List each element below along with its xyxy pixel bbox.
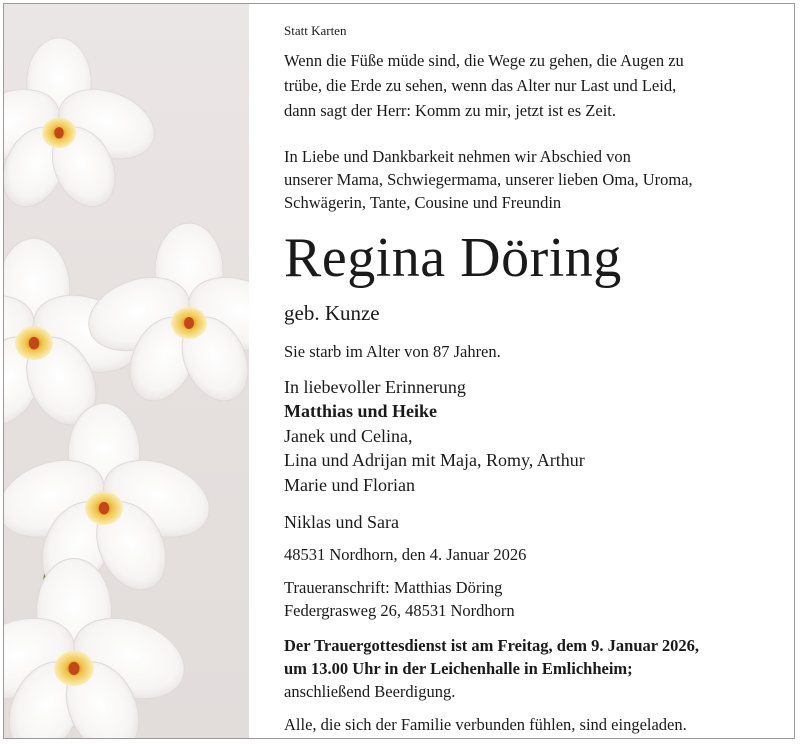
intro-line-1: In Liebe und Dankbarkeit nehmen wir Abschied von <box>284 147 631 166</box>
verse-line-3: dann sagt der Herr: Komm zu mir, jetzt ist es Zeit. <box>284 101 616 120</box>
mourners-line-1: Janek und Celina, <box>284 426 413 446</box>
header-label: Statt Karten <box>284 23 347 38</box>
mourners-line-2: Lina und Adrijan mit Maja, Romy, Arthur <box>284 450 585 470</box>
orchid-image <box>4 4 249 738</box>
age-text: Sie starb im Alter von 87 Jahren. <box>284 342 501 361</box>
verse-line-1: Wenn die Füße müde sind, die Wege zu gehen, die Augen zu <box>284 51 684 70</box>
address-line-1: Traueranschrift: Matthias Döring <box>284 578 503 597</box>
obituary-notice <box>3 3 795 739</box>
maiden-name: geb. Kunze <box>284 301 380 325</box>
intro-line-2: unserer Mama, Schwiegermama, unserer lieben Oma, Uroma, <box>284 170 693 189</box>
mourners-primary: Matthias und Heike <box>284 401 438 421</box>
intro-line-3: Schwägerin, Tante, Cousine und Freundin <box>284 193 562 212</box>
closing-text: Alle, die sich der Familie verbunden fühlen, sind eingeladen. <box>284 715 687 734</box>
place-date: 48531 Nordhorn, den 4. Januar 2026 <box>284 545 527 564</box>
address-line-2: Federgrasweg 26, 48531 Nordhorn <box>284 601 515 620</box>
verse-line-2: trübe, die Erde zu sehen, wenn das Alter nur Last und Leid, <box>284 76 677 95</box>
mourners-extra: Niklas und Sara <box>284 512 399 532</box>
mourners-lead: In liebevoller Erinnerung <box>284 377 466 397</box>
orchid-photo <box>4 4 249 738</box>
service-line-2: um 13.00 Uhr in der Leichenhalle in Emlichheim; <box>284 659 633 678</box>
service-line-3: anschließend Beerdigung. <box>284 682 456 701</box>
mourners-line-3: Marie und Florian <box>284 475 415 495</box>
deceased-name: Regina Döring <box>284 227 622 289</box>
service-line-1: Der Trauergottesdienst ist am Freitag, dem 9. Januar 2026, <box>284 636 700 655</box>
